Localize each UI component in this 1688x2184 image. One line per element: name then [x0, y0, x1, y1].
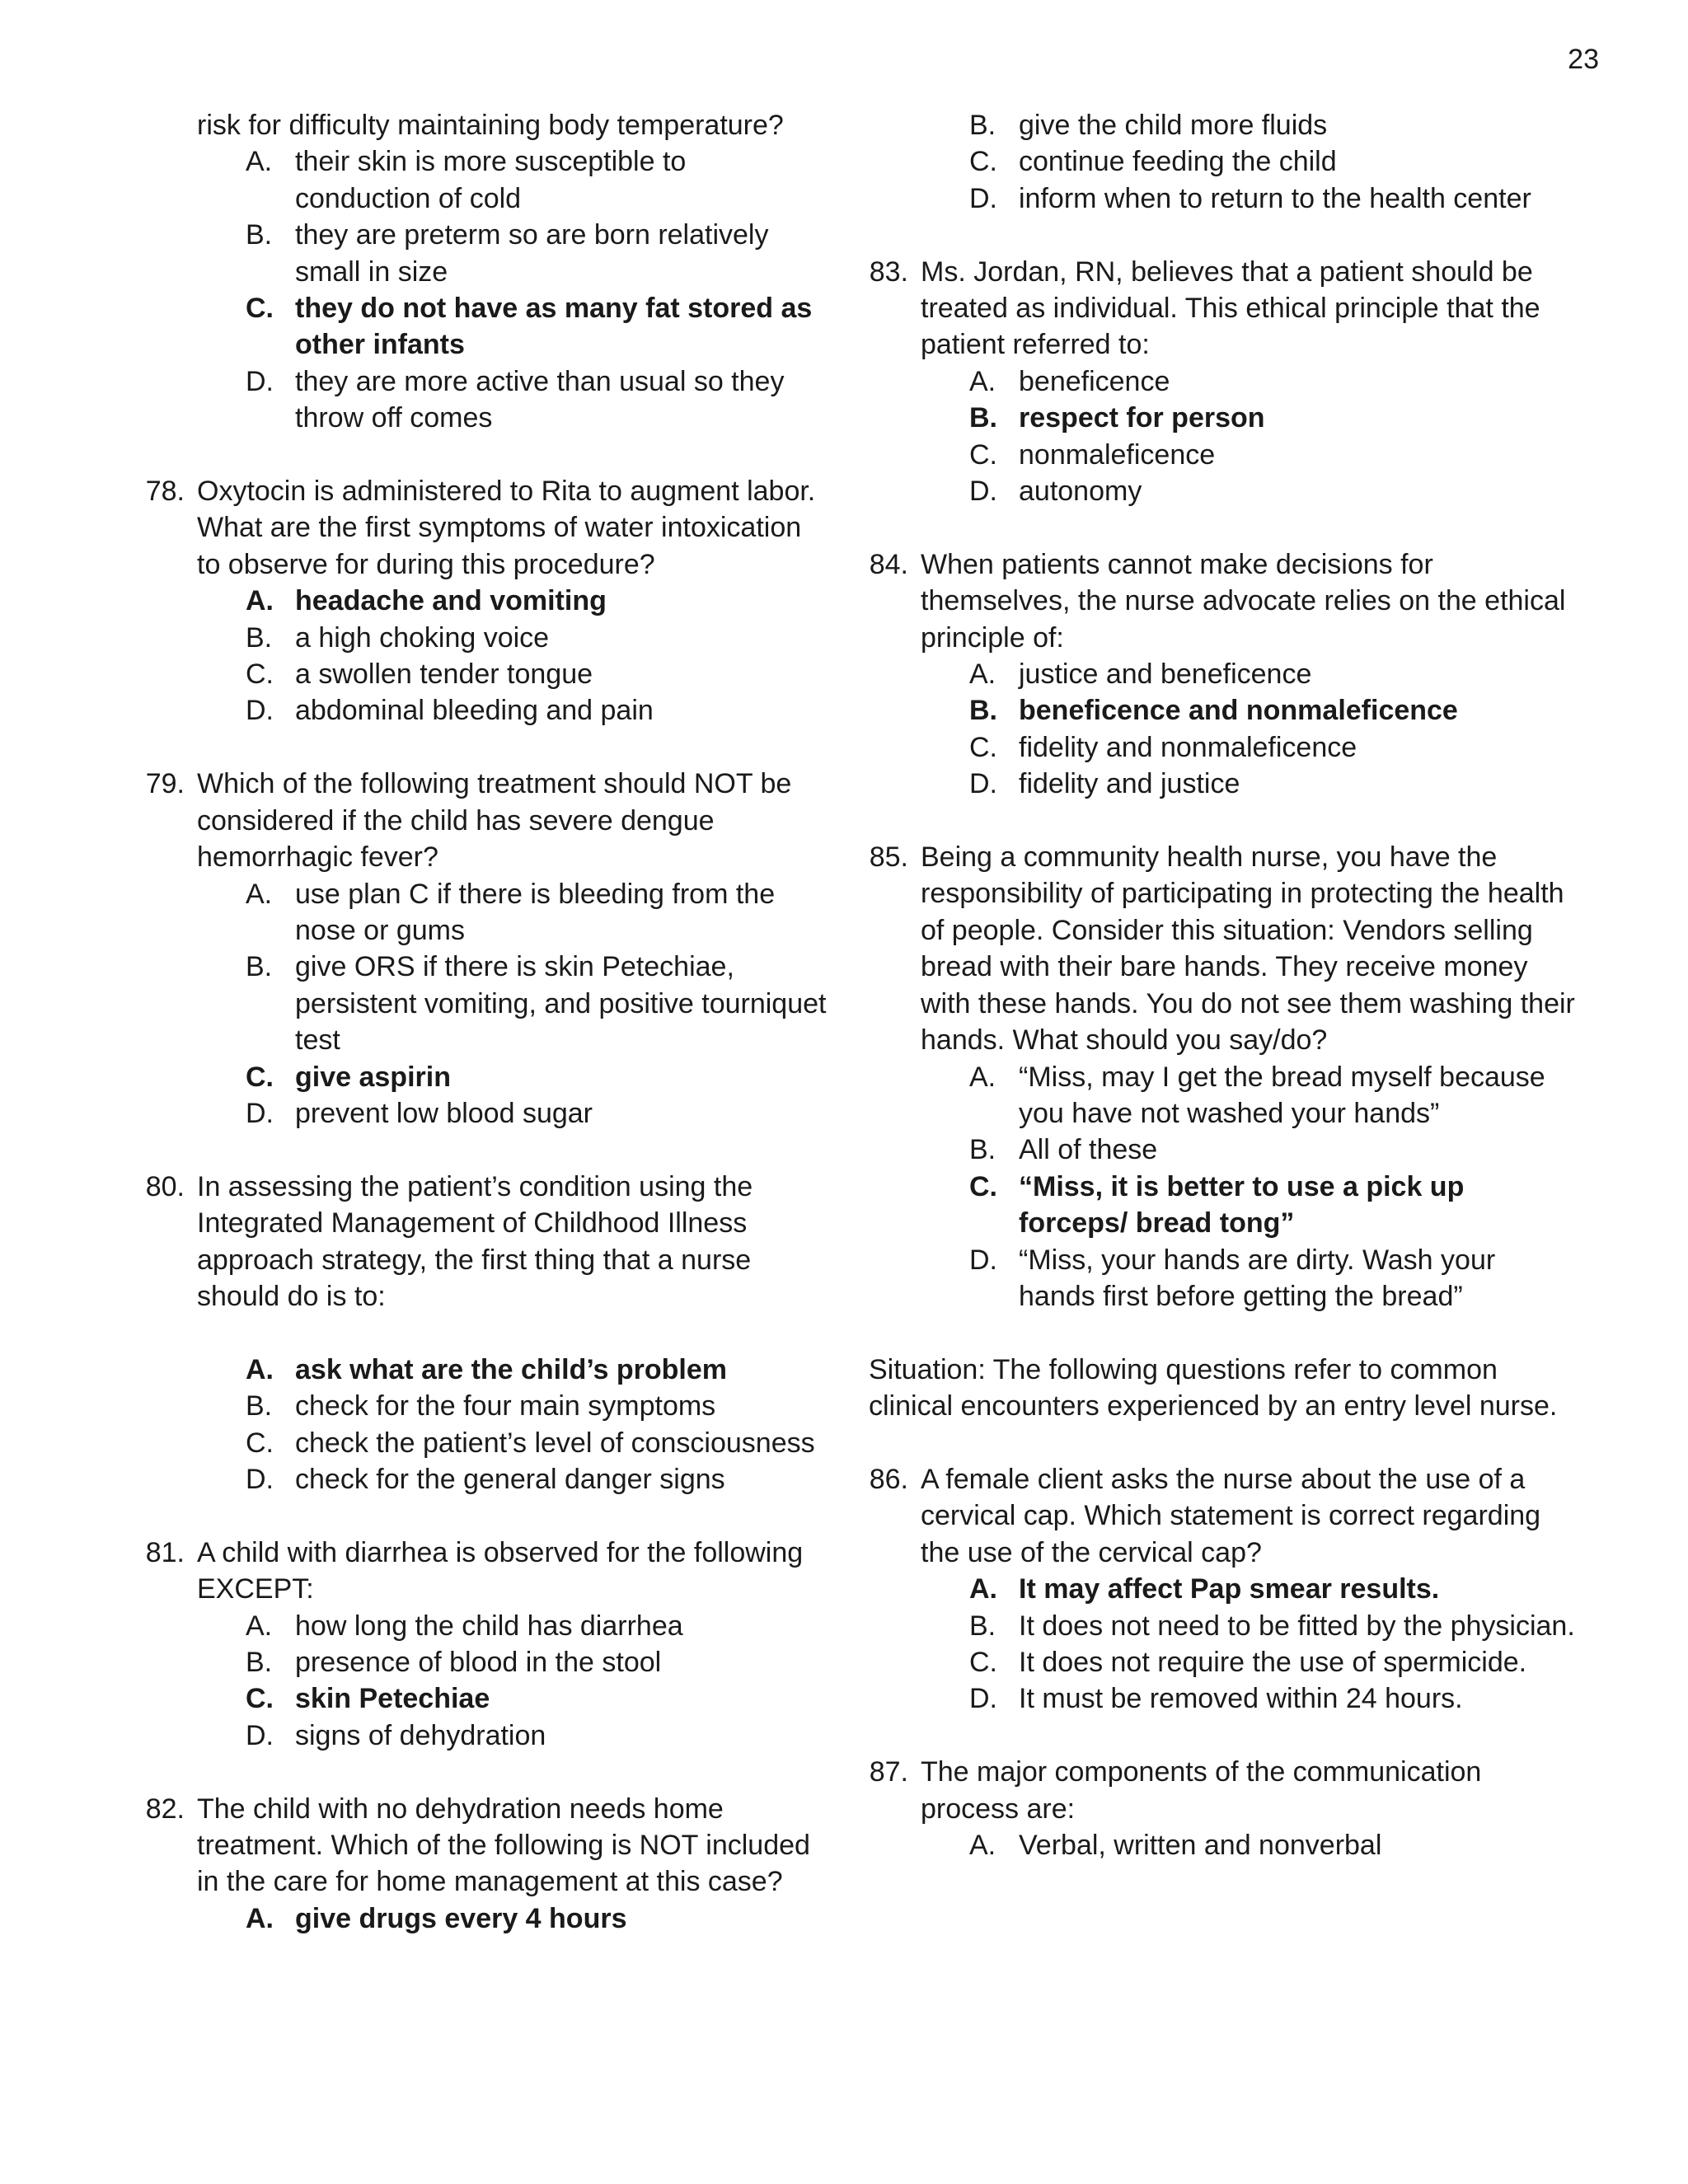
question-text: Which of the following treatment should NOT be considered if the child has severe dengue hemorrhagic fever? — [197, 768, 792, 874]
option-text: “Miss, it is better to use a pick up forceps/ bread tong” — [1019, 1170, 1465, 1240]
option-letter: B. — [246, 621, 273, 654]
question-text: A female client asks the nurse about the use of a cervical cap. Which statement is correct regarding the use of the cervical cap? — [921, 1463, 1541, 1568]
options-list — [869, 1059, 1578, 1315]
option — [246, 217, 829, 290]
option — [969, 1827, 1578, 1863]
option — [246, 692, 829, 729]
question-number: 79. — [145, 768, 185, 800]
option-letter: C. — [969, 731, 997, 763]
option-letter: B. — [969, 1610, 996, 1642]
option — [969, 1644, 1578, 1680]
option-letter: D. — [969, 182, 997, 214]
question-number: 82. — [145, 1793, 185, 1825]
question-block — [869, 1754, 1578, 1863]
option-letter: A. — [246, 1353, 274, 1385]
option-text: give drugs every 4 hours — [295, 1902, 627, 1934]
option-letter: D. — [969, 1683, 997, 1715]
option-letter: C. — [969, 1646, 997, 1678]
option-letter: D. — [969, 1244, 997, 1276]
correct-option — [246, 290, 829, 363]
option-letter: C. — [969, 146, 997, 178]
question-block — [145, 766, 829, 1132]
option-letter: C. — [246, 658, 274, 691]
option-letter: A. — [969, 1061, 996, 1093]
option-letter: C. — [246, 1683, 274, 1715]
question-number: 87. — [869, 1756, 908, 1788]
option-text: give ORS if there is skin Petechiae, persistent vomiting, and positive tourniquet test — [295, 951, 827, 1057]
option-letter: D. — [246, 365, 274, 397]
question-text: Ms. Jordan, RN, believes that a patient should be treated as individual. This ethical principle that the patient referred to: — [921, 255, 1540, 361]
option — [246, 876, 829, 949]
option-text: check for the general danger signs — [295, 1463, 725, 1495]
correct-option — [969, 692, 1578, 729]
question-block — [869, 254, 1578, 510]
option — [969, 656, 1578, 692]
correct-option — [246, 1059, 829, 1095]
option-letter: D. — [246, 1097, 274, 1129]
option — [246, 1461, 829, 1497]
option-letter: B. — [246, 219, 273, 251]
question-number: 78. — [145, 476, 185, 508]
option-text: give aspirin — [295, 1061, 451, 1093]
question-block — [869, 107, 1578, 217]
question-text: In assessing the patient’s condition using the Integrated Management of Childhood Illness approach strategy, the first thing that a nurse should do is to: — [197, 1170, 753, 1312]
option-text: fidelity and justice — [1019, 768, 1240, 800]
option — [969, 729, 1578, 766]
option-text: check for the four main symptoms — [295, 1390, 716, 1422]
options-list — [145, 1900, 829, 1937]
option-letter: A. — [246, 585, 274, 617]
option-letter: A. — [969, 1830, 996, 1861]
option-text: a high choking voice — [295, 621, 550, 654]
situation-block — [869, 1352, 1578, 1425]
option-letter: A. — [969, 1573, 997, 1605]
question-stem — [869, 839, 1578, 1058]
question-stem — [869, 1754, 1578, 1827]
option-text: beneficence — [1019, 365, 1170, 397]
option-text: signs of dehydration — [295, 1719, 546, 1751]
question-block — [145, 1535, 829, 1754]
option-letter: C. — [969, 1170, 997, 1202]
option-text: use plan C if there is bleeding from the nose or gums — [295, 878, 776, 946]
option-letter: B. — [969, 1134, 996, 1166]
question-stem — [869, 546, 1578, 656]
options-list — [145, 876, 829, 1132]
question-block — [869, 1461, 1578, 1718]
correct-option — [246, 1352, 829, 1388]
options-list — [145, 1352, 829, 1498]
option-letter: B. — [246, 1390, 273, 1422]
option-letter: B. — [969, 695, 997, 727]
correct-option — [969, 400, 1578, 436]
question-stem — [145, 1791, 829, 1900]
option-text: abdominal bleeding and pain — [295, 695, 654, 727]
correct-option — [246, 1680, 829, 1717]
option — [969, 107, 1578, 143]
option-text: prevent low blood sugar — [295, 1097, 593, 1129]
option-text: fidelity and nonmaleficence — [1019, 731, 1357, 763]
question-number: 84. — [869, 548, 908, 580]
question-number: 80. — [145, 1170, 185, 1202]
option-text: It may affect Pap smear results. — [1019, 1573, 1440, 1605]
option-letter: A. — [246, 1610, 273, 1642]
question-stem — [869, 254, 1578, 363]
question-block — [869, 546, 1578, 803]
options-list — [869, 1571, 1578, 1718]
option — [969, 437, 1578, 473]
option — [969, 473, 1578, 509]
option — [969, 1059, 1578, 1132]
option — [246, 656, 829, 692]
options-list — [145, 583, 829, 729]
option-text: All of these — [1019, 1134, 1158, 1166]
option-text: presence of blood in the stool — [295, 1646, 662, 1678]
option-text: It must be removed within 24 hours. — [1019, 1683, 1463, 1715]
page-number: 23 — [1568, 44, 1599, 75]
option-letter: B. — [969, 110, 996, 141]
option-text: It does not require the use of spermicide. — [1019, 1646, 1527, 1678]
option-letter: B. — [246, 951, 273, 983]
option-text: headache and vomiting — [295, 585, 607, 617]
option-text: skin Petechiae — [295, 1683, 490, 1715]
option-letter: B. — [246, 1646, 273, 1678]
option-text: “Miss, may I get the bread myself because you have not washed your hands” — [1019, 1061, 1545, 1129]
option — [246, 1388, 829, 1424]
question-block — [145, 107, 829, 437]
option-letter: A. — [969, 658, 996, 691]
option-letter: D. — [246, 1719, 274, 1751]
option-text: nonmaleficence — [1019, 438, 1216, 471]
question-text: When patients cannot make decisions for themselves, the nurse advocate relies on the ethical principle of: — [921, 548, 1566, 654]
question-text: The major components of the communication process are: — [921, 1756, 1482, 1825]
option — [246, 1608, 829, 1644]
option — [246, 949, 829, 1058]
option-text: check the patient’s level of consciousness — [295, 1427, 815, 1459]
question-text: Being a community health nurse, you have the responsibility of participating in protecting the health of people. Consider this situation: Vendors selling bread with their bare hands. They receive money with these hands. You do not see them washing their hands. What should you say/do? — [921, 841, 1575, 1057]
option-letter: D. — [969, 768, 997, 800]
correct-option — [246, 583, 829, 619]
options-list — [869, 363, 1578, 510]
option — [246, 1095, 829, 1132]
option — [246, 363, 829, 437]
situation-text: Situation: The following questions refer to common clinical encounters experienced by an entry level nurse. — [869, 1353, 1558, 1422]
option-text: beneficence and nonmaleficence — [1019, 695, 1458, 727]
option-text: “Miss, your hands are dirty. Wash your hands first before getting the bread” — [1019, 1244, 1496, 1312]
option-text: respect for person — [1019, 402, 1265, 434]
question-text: Oxytocin is administered to Rita to augment labor. What are the first symptoms of water intoxication to observe for during this procedure? — [197, 476, 816, 580]
option — [246, 1644, 829, 1680]
option-text: their skin is more susceptible to conduction of cold — [295, 146, 687, 214]
option-letter: B. — [969, 402, 997, 434]
option — [969, 1132, 1578, 1168]
option-text: how long the child has diarrhea — [295, 1610, 683, 1642]
options-list — [869, 656, 1578, 803]
option — [969, 180, 1578, 217]
option-text: give the child more fluids — [1019, 110, 1328, 141]
correct-option — [969, 1169, 1578, 1242]
question-text: risk for difficulty maintaining body temperature? — [197, 110, 784, 141]
options-list — [869, 107, 1578, 217]
question-number: 86. — [869, 1463, 908, 1495]
options-list — [145, 1608, 829, 1755]
options-list — [869, 1827, 1578, 1863]
question-stem — [145, 473, 829, 583]
option-letter: C. — [246, 1427, 274, 1459]
option-text: justice and beneficence — [1019, 658, 1312, 691]
option-text: autonomy — [1019, 476, 1142, 508]
question-stem — [145, 1169, 829, 1315]
option-letter: C. — [246, 293, 274, 325]
option — [246, 143, 829, 217]
option — [969, 363, 1578, 400]
option-letter: D. — [969, 476, 997, 508]
option-letter: D. — [246, 1463, 274, 1495]
question-gap — [145, 1315, 829, 1351]
option-letter: A. — [246, 1902, 274, 1934]
option-letter: A. — [246, 146, 273, 178]
option — [246, 620, 829, 656]
option — [969, 1608, 1578, 1644]
option — [246, 1425, 829, 1461]
question-number: 85. — [869, 841, 908, 874]
right-column — [869, 107, 1578, 1900]
option-letter: D. — [246, 695, 274, 727]
option-letter: C. — [969, 438, 997, 471]
correct-option — [969, 1571, 1578, 1607]
question-stem — [869, 1461, 1578, 1571]
option — [246, 1718, 829, 1754]
question-text: A child with diarrhea is observed for the following EXCEPT: — [197, 1536, 804, 1605]
option-text: they are more active than usual so they throw off comes — [295, 365, 785, 434]
option-letter: C. — [246, 1061, 274, 1093]
option-text: ask what are the child’s problem — [295, 1353, 728, 1385]
option — [969, 766, 1578, 802]
option-text: continue feeding the child — [1019, 146, 1337, 178]
question-number: 83. — [869, 255, 908, 288]
question-block — [869, 839, 1578, 1315]
question-block — [145, 1791, 829, 1938]
question-block — [145, 1169, 829, 1498]
option-letter: A. — [246, 878, 273, 910]
question-block — [145, 473, 829, 729]
option-text: It does not need to be fitted by the physician. — [1019, 1610, 1575, 1642]
option-text: a swollen tender tongue — [295, 658, 593, 691]
correct-option — [246, 1900, 829, 1937]
question-stem — [145, 107, 829, 143]
question-stem — [145, 1535, 829, 1608]
option-text: Verbal, written and nonverbal — [1019, 1830, 1382, 1861]
option-text: inform when to return to the health center — [1019, 182, 1531, 214]
options-list — [145, 143, 829, 436]
question-text: The child with no dehydration needs home treatment. Which of the following is NOT included in the care for home management at this case? — [197, 1793, 810, 1898]
question-number: 81. — [145, 1536, 185, 1568]
option-text: they do not have as many fat stored as other infants — [295, 293, 813, 361]
option-text: they are preterm so are born relatively small in size — [295, 219, 769, 288]
question-number — [145, 107, 197, 143]
left-column — [145, 107, 829, 1974]
option — [969, 143, 1578, 180]
question-stem — [145, 766, 829, 875]
option — [969, 1680, 1578, 1717]
option-letter: A. — [969, 365, 996, 397]
option — [969, 1242, 1578, 1315]
